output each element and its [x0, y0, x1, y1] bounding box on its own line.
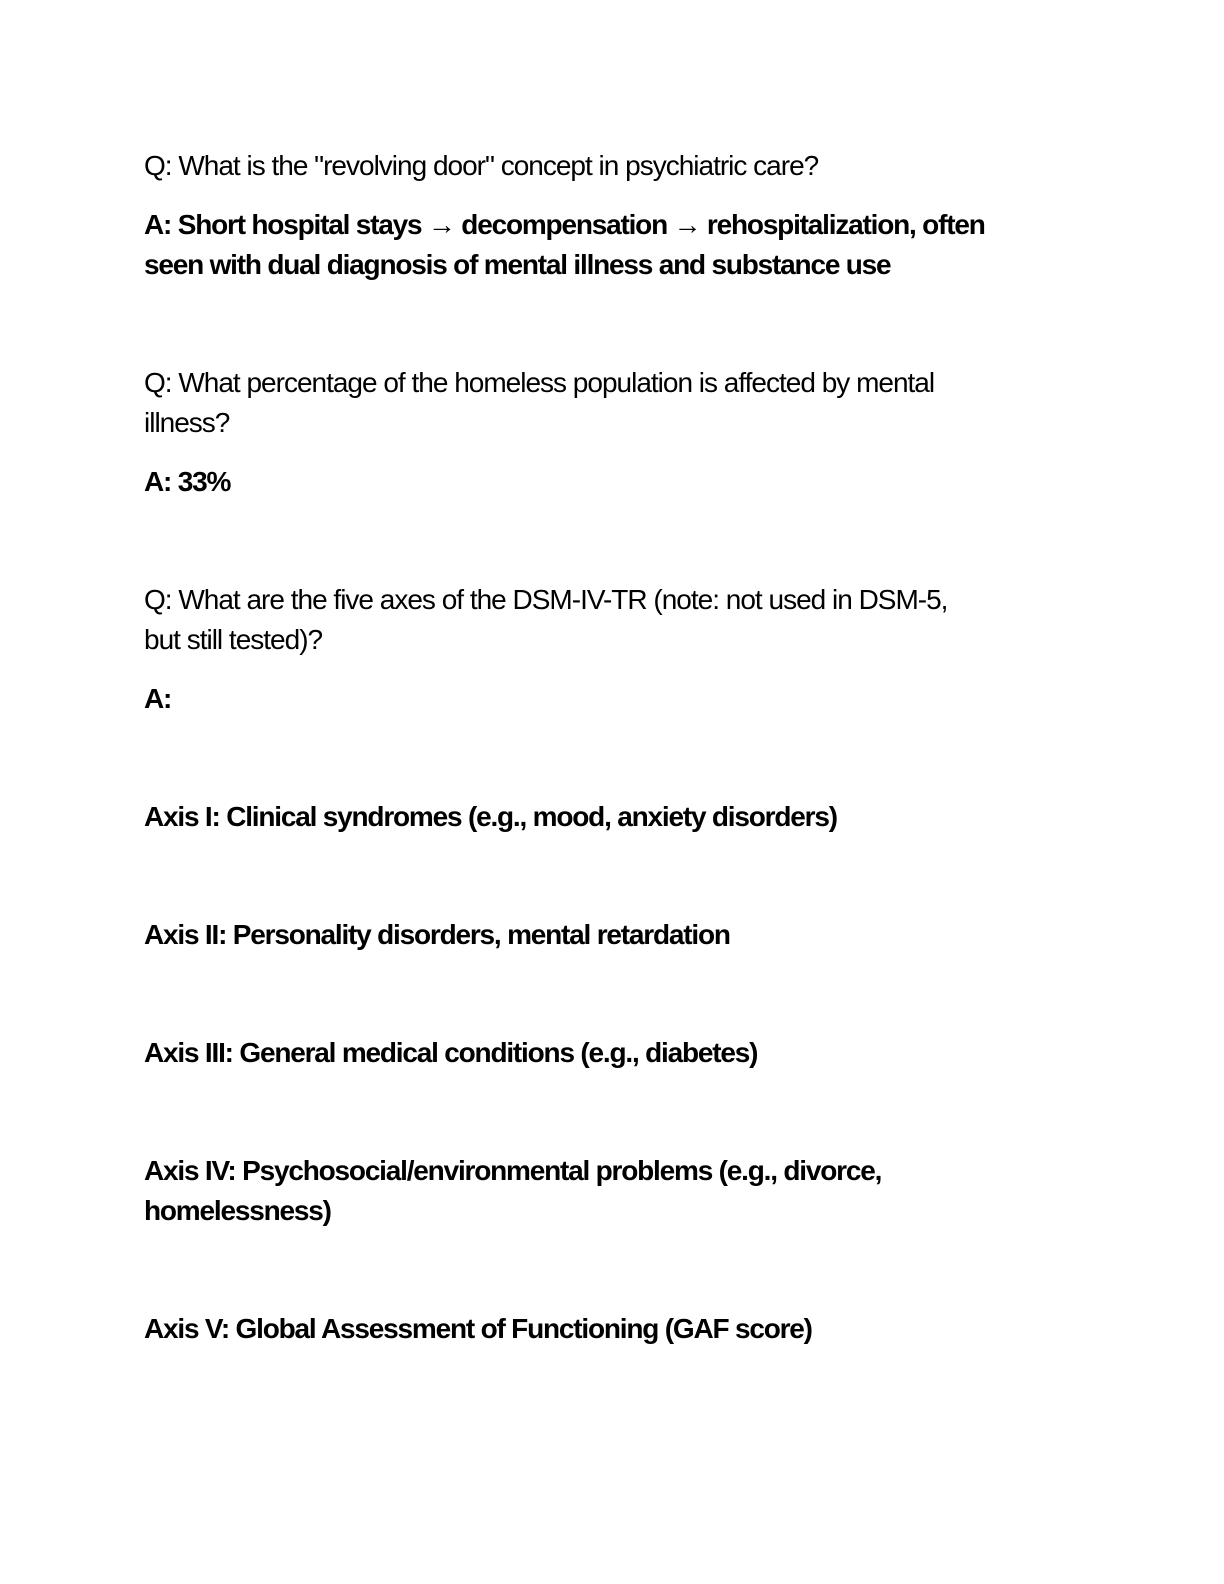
question-1-line-1: Q: What is the "revolving door" concept in psychiatric care? — [144, 150, 819, 181]
blank-line — [144, 304, 1084, 344]
answer-3-line-1: A: — [144, 683, 172, 714]
answer-1-line-2: seen with dual diagnosis of mental illness and substance use — [144, 249, 891, 280]
answer-3 — [144, 679, 1084, 719]
question-2 — [144, 363, 1084, 443]
axis-2-item — [144, 915, 1084, 955]
question-3 — [144, 580, 1084, 660]
axis-1-item — [144, 797, 1084, 837]
blank-line — [144, 856, 1084, 896]
blank-line — [144, 521, 1084, 561]
answer-1-line-1: A: Short hospital stays → decompensation → rehospitalization, often — [144, 209, 985, 240]
axis-4-line-2: homelessness) — [144, 1195, 331, 1226]
blank-line — [144, 1092, 1084, 1132]
answer-1 — [144, 205, 1084, 285]
axis-3-item — [144, 1033, 1084, 1073]
answer-2 — [144, 462, 1084, 502]
question-2-line-1: Q: What percentage of the homeless population is affected by mental — [144, 367, 935, 398]
axis-1-line-1: Axis I: Clinical syndromes (e.g., mood, anxiety disorders) — [144, 801, 837, 832]
blank-line — [144, 1250, 1084, 1290]
axis-2-line-1: Axis II: Personality disorders, mental retardation — [144, 919, 730, 950]
blank-line — [144, 974, 1084, 1014]
question-3-line-2: but still tested)? — [144, 624, 323, 655]
axis-4-line-1: Axis IV: Psychosocial/environmental problems (e.g., divorce, — [144, 1155, 882, 1186]
question-3-line-1: Q: What are the five axes of the DSM-IV-TR (note: not used in DSM-5, — [144, 584, 948, 615]
axis-4-item — [144, 1151, 1084, 1231]
blank-line — [144, 738, 1084, 778]
axis-3-line-1: Axis III: General medical conditions (e.g., diabetes) — [144, 1037, 758, 1068]
axis-5-line-1: Axis V: Global Assessment of Functioning (GAF score) — [144, 1313, 812, 1344]
axis-5-item — [144, 1309, 1084, 1349]
question-2-line-2: illness? — [144, 407, 230, 438]
question-1 — [144, 146, 1084, 186]
answer-2-line-1: A: 33% — [144, 466, 231, 497]
